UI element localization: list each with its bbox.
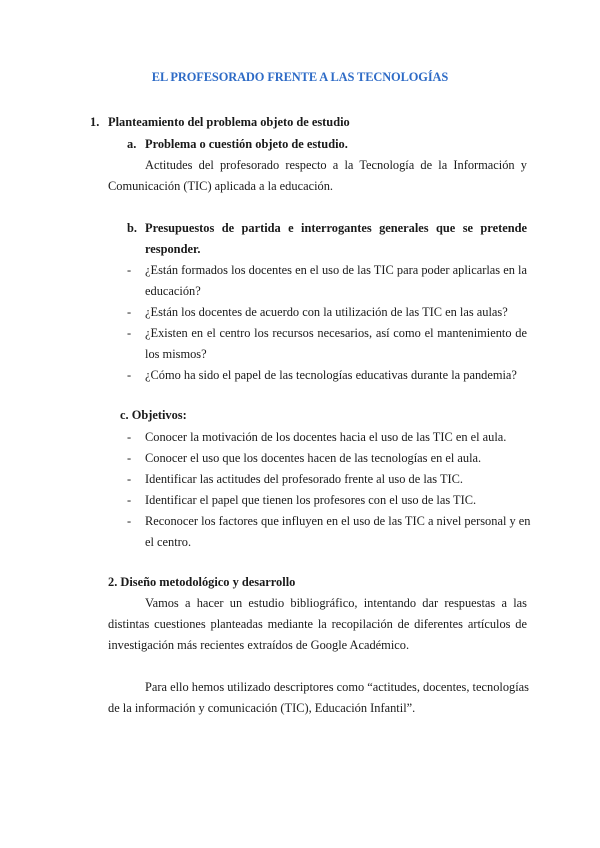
subsection-c-heading: c. Objetivos: <box>120 408 187 422</box>
subsection-b-heading-line2: responder. <box>145 242 201 256</box>
list-item-c3: Identificar las actitudes del profesorado frente al uso de las TIC. <box>145 472 464 486</box>
bullet-dash: - <box>127 493 132 507</box>
section-2-para2-line1: Para ello hemos utilizado descriptores como “actitudes, docentes, tecnologías <box>145 680 529 694</box>
bullet-dash: - <box>127 451 132 465</box>
list-item-c2: Conocer el uso que los docentes hacen de las tecnologías en el aula. <box>145 451 482 465</box>
bullet-dash: - <box>127 263 132 277</box>
bullet-dash: - <box>127 326 132 340</box>
bullet-dash: - <box>127 430 132 444</box>
document-title: EL PROFESORADO FRENTE A LAS TECNOLOGÍAS <box>151 70 449 84</box>
bullet-dash: - <box>127 514 132 528</box>
section-2-heading: 2. Diseño metodológico y desarrollo <box>108 575 296 589</box>
section-2-para1-line2: distintas cuestiones planteadas mediante la recopilación de diferentes artículos de <box>108 617 527 631</box>
list-item-c5-line2: el centro. <box>145 535 192 549</box>
section-2-para1-line3: investigación más recientes extraídos de Google Académico. <box>108 638 410 652</box>
subsection-a-heading: Problema o cuestión objeto de estudio. <box>145 137 348 151</box>
list-item-c1: Conocer la motivación de los docentes hacia el uso de las TIC en el aula. <box>145 430 507 444</box>
list-item-b1-line2: educación? <box>145 284 201 298</box>
list-item-c5-line1: Reconocer los factores que influyen en el uso de las TIC a nivel personal y en <box>145 514 531 528</box>
bullet-dash: - <box>127 305 132 319</box>
list-item-b4-line1: ¿Cómo ha sido el papel de las tecnologías educativas durante la pandemia? <box>145 368 517 382</box>
list-item-b1-line1: ¿Están formados los docentes en el uso de las TIC para poder aplicarlas en la <box>145 263 527 277</box>
bullet-dash: - <box>127 472 132 486</box>
subsection-a-text-line1: Actitudes del profesorado respecto a la Tecnología de la Información y <box>145 158 527 172</box>
subsection-b-heading-line1: Presupuestos de partida e interrogantes generales que se pretende <box>145 221 527 235</box>
list-item-b3-line2: los mismos? <box>145 347 207 361</box>
section-2-para2-line2: de la información y comunicación (TIC), Educación Infantil”. <box>108 701 416 715</box>
section-2-para1-line1: Vamos a hacer un estudio bibliográfico, intentando dar respuestas a las <box>145 596 527 610</box>
subsection-a-label: a. <box>127 137 137 151</box>
section-1-number: 1. <box>90 115 100 129</box>
subsection-a-text-line2: Comunicación (TIC) aplicada a la educación. <box>108 179 333 193</box>
list-item-c4: Identificar el papel que tienen los profesores con el uso de las TIC. <box>145 493 477 507</box>
bullet-dash: - <box>127 368 132 382</box>
list-item-b2-line1: ¿Están los docentes de acuerdo con la utilización de las TIC en las aulas? <box>145 305 508 319</box>
subsection-b-label: b. <box>127 221 137 235</box>
list-item-b3-line1: ¿Existen en el centro los recursos necesarios, así como el mantenimiento de <box>145 326 527 340</box>
section-1-heading: Planteamiento del problema objeto de estudio <box>108 115 350 129</box>
